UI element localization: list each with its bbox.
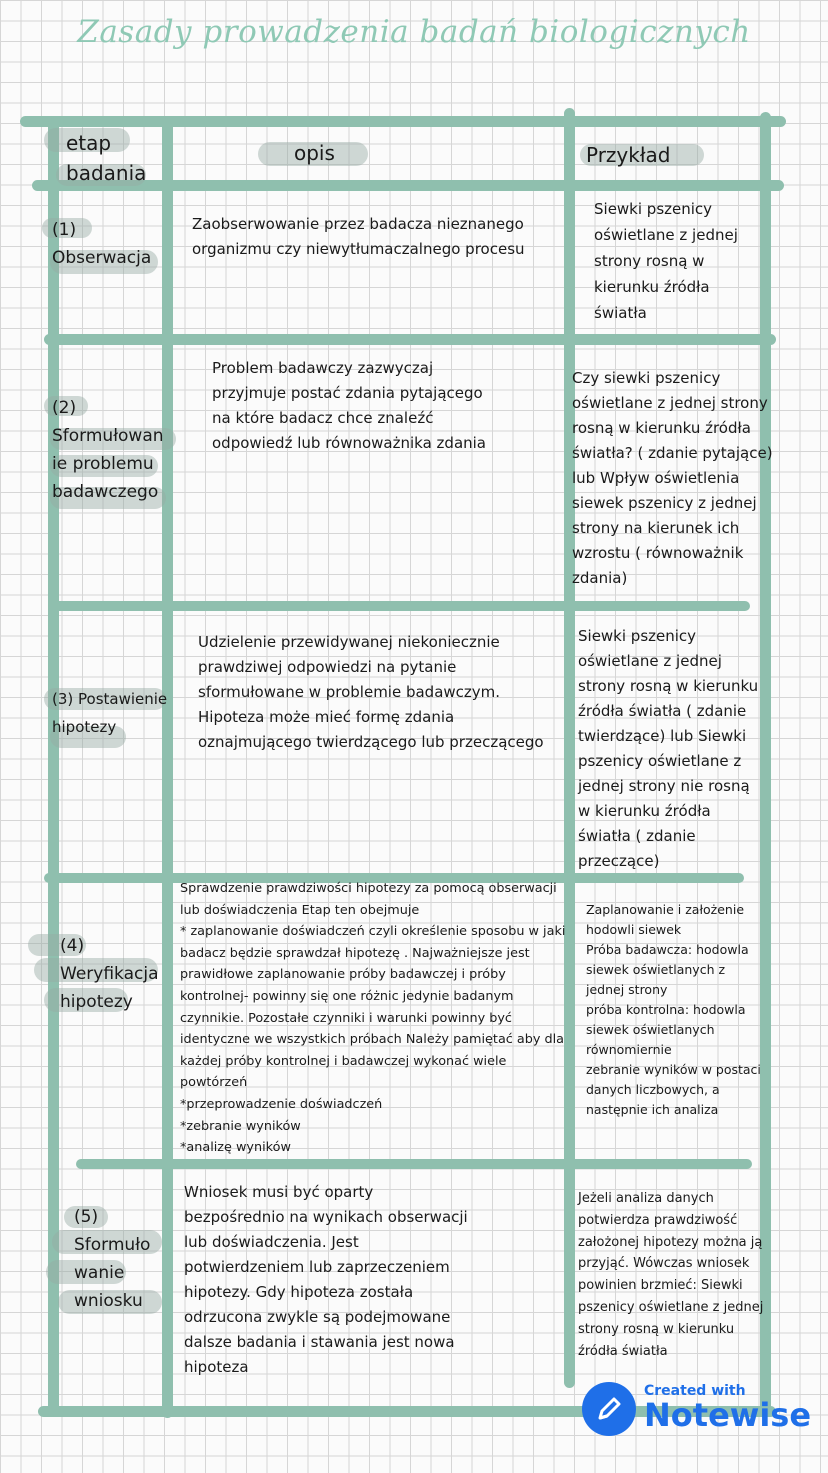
row-stage: (3) Postawienie hipotezy (52, 690, 168, 736)
row-example: Siewki pszenicy oświetlane z jednej strony rosną w kierunku źródła światła (594, 200, 738, 322)
row-stage: (5) Sformuło wanie wniosku (74, 1207, 151, 1311)
row-description: Udzielenie przewidywanej niekoniecznie prawdziwej odpowiedzi na pytanie sformułowane w problemie badawczym. Hipoteza może mieć formę zdania oznajmującego twierdzącego lub przeczącego (198, 633, 544, 751)
pen-icon (582, 1382, 636, 1436)
page-title: Zasady prowadzenia badań biologicznych (77, 14, 751, 50)
row-description: Problem badawczy zazwyczaj przyjmuje postać zdania pytającego na które badacz chce znaleźć odpowiedź lub równoważnika zdania (212, 359, 486, 452)
row-description: Zaobserwowanie przez badacza nieznanego organizmu czy niewytłumaczalnego procesu (192, 215, 525, 258)
header-stage: etap badania (66, 131, 147, 185)
table-rule (564, 108, 575, 1388)
table-rule (162, 118, 173, 1418)
row-example: Czy siewki pszenicy oświetlane z jednej strony rosną w kierunku źródła światła? ( zdanie pytające) lub Wpływ oświetlenia siewek pszenicy z jednej strony na kierunek ich wzrostu ( równoważnik zdania) (572, 369, 773, 587)
row-description: Sprawdzenie prawdziwości hipotezy za pomocą obserwacji lub doświadczenia Etap ten obejmuje * zaplanowanie doświadczeń czyli określenie sposobu w jaki badacz będzie sprawdzał hipotezę . Najważniejsze jest prawidłowe zaplanowanie próby badawczej i próby kontrolnej- powinny się one różnic jedynie badanym czynnikie. Pozostałe czynniki i warunki powinny być identyczne we wszystkich próbach Należy pamiętać aby dla każdej próby kontrolnej i badawczej wykonać wiele powtórzeń *przeprowadzenie doświadczeń *zebranie wyników *analizę wyników (180, 881, 566, 1156)
watermark-brand: Notewise (644, 1396, 812, 1434)
notewise-watermark (582, 1382, 812, 1438)
table-rule (44, 334, 776, 345)
row-example: Siewki pszenicy oświetlane z jednej strony rosną w kierunku źródła światła ( zdanie twierdzące) lub Siewki pszenicy oświetlane z jednej strony nie rosną w kierunku źródła światła ( zdanie przeczące) (578, 627, 759, 870)
header-example: Przykład (586, 143, 671, 167)
table-rule (54, 601, 750, 611)
row-stage: (2) Sformułowan ie problemu badawczego (52, 398, 164, 502)
table-rule (20, 116, 786, 127)
table-rule (76, 1159, 752, 1169)
row-stage: (1) Obserwacja (52, 220, 152, 268)
row-example: Jeżeli analiza danych potwierdza prawdziwość założonej hipotezy można ją przyjąć. Wówczas wniosek powinien brzmieć: Siewki pszenicy oświetlane z jednej strony rosną w kierunku źródła światła (578, 1191, 764, 1359)
row-stage: (4) Weryfikacja hipotezy (60, 936, 159, 1012)
header-description: opis (294, 141, 335, 165)
table-rule (48, 118, 59, 1416)
watermark-created: Created with (644, 1383, 746, 1399)
row-example: Zaplanowanie i założenie hodowli siewek Próba badawcza: hodowla siewek oświetlanych z jednej strony próba kontrolna: hodowla siewek oświetlanych równomiernie zebranie wyników w postaci danych liczbowych, a następnie ich analiza (586, 902, 761, 1117)
row-description: Wniosek musi być oparty bezpośrednio na wynikach obserwacji lub doświadczenia. Jest potwierdzeniem lub zaprzeczeniem hipotezy. Gdy hipoteza została odrzucona zwykle są podejmowane dalsze badania i stawania jest nowa hipoteza (184, 1183, 468, 1376)
